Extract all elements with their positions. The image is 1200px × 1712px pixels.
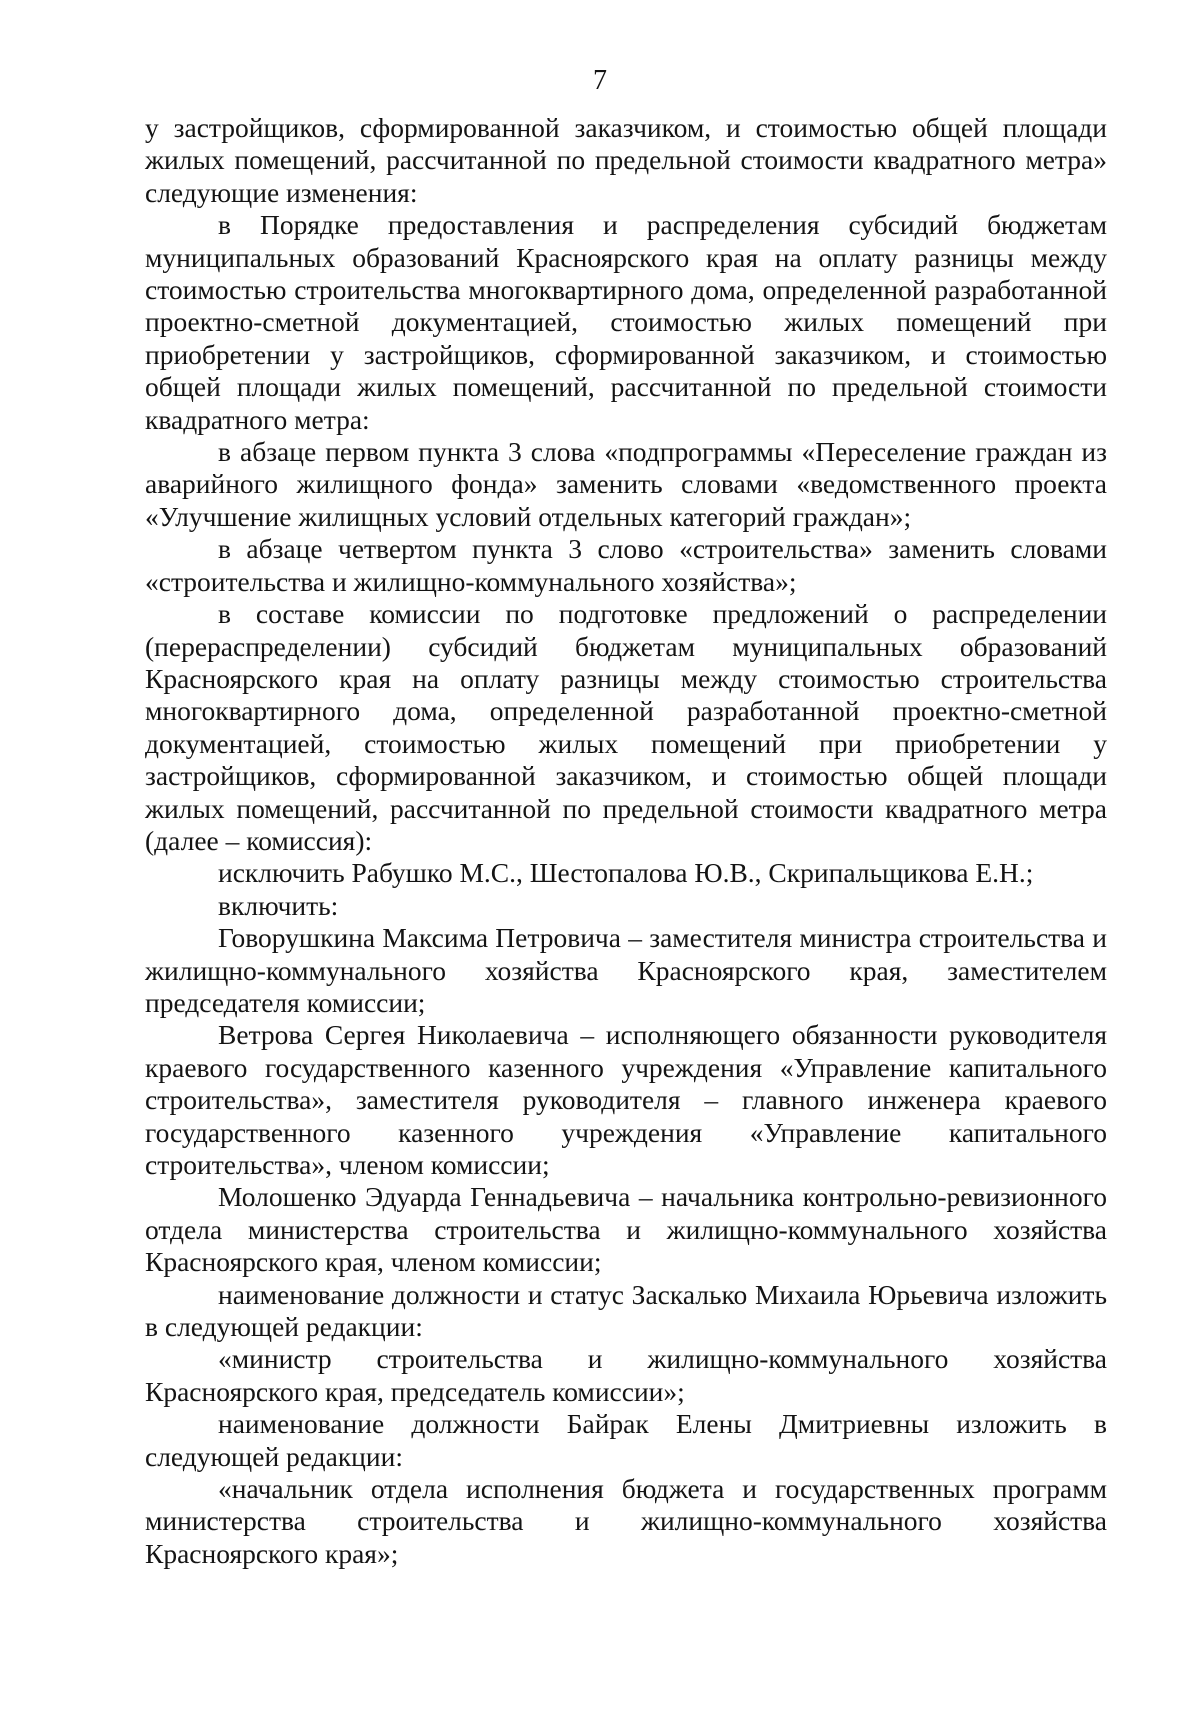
paragraph-point3-first: в абзаце первом пункта 3 слова «подпрограммы «Переселение граждан из аварийного жилищного фонда» заменить словами «ведомственного проекта «Улучшение жилищных условий отдельных категорий граждан»;: [145, 436, 1107, 532]
paragraph-bayrak-position: наименование должности Байрак Елены Дмитриевны изложить в следующей редакции:: [145, 1408, 1107, 1472]
paragraph-member-moloshenko: Молошенко Эдуарда Геннадьевича – начальника контрольно-ревизионного отдела министерства строительства и жилищно-коммунального хозяйства Красноярского края, членом комиссии;: [145, 1181, 1107, 1278]
paragraph-bayrak-new-text: «начальник отдела исполнения бюджета и государственных программ министерства строительства и жилищно-коммунального хозяйства Красноярского края»;: [145, 1473, 1107, 1569]
paragraph-procedure-changes: в Порядке предоставления и распределения субсидий бюджетам муниципальных образований Красноярского края на оплату разницы между стоимостью строительства многоквартирного дома, определенной разработанной проектно-сметной документацией, стоимостью жилых помещений при приобретении у застройщиков, сформированной заказчиком, и стоимостью общей площади жилых помещений, рассчитанной по предельной стоимости квадратного метра:: [145, 209, 1107, 435]
paragraph-include-heading: включить:: [218, 889, 339, 921]
paragraph-continuation: у застройщиков, сформированной заказчиком, и стоимостью общей площади жилых помещений, рассчитанной по предельной стоимости квадратного метра» следующие изменения:: [145, 112, 1107, 208]
paragraph-commission-composition: в составе комиссии по подготовке предложений о распределении (перераспределении) субсидий бюджетам муниципальных образований Красноярского края на оплату разницы между стоимостью строительства многоквартирного дома, определенной разработанной проектно-сметной документацией, стоимостью жилых помещений при приобретении у застройщиков, сформированной заказчиком, и стоимостью общей площади жилых помещений, рассчитанной по предельной стоимости квадратного метра (далее – комиссия):: [145, 598, 1107, 856]
paragraph-member-vetrov: Ветрова Сергея Николаевича – исполняющего обязанности руководителя краевого государственного казенного учреждения «Управление капитального строительства», заместителя руководителя – главного инженера краевого государственного казенного учреждения «Управление капитального строительства», членом комиссии;: [145, 1019, 1107, 1180]
paragraph-exclude-members: исключить Рабушко М.С., Шестопалова Ю.В., Скрипальщикова Е.Н.;: [218, 857, 1034, 889]
page-number: 7: [593, 65, 607, 96]
paragraph-zaskalko-new-text: «министр строительства и жилищно-коммунального хозяйства Красноярского края, председатель комиссии»;: [145, 1343, 1107, 1407]
paragraph-zaskalko-position: наименование должности и статус Заскалько Михаила Юрьевича изложить в следующей редакции:: [145, 1278, 1107, 1343]
paragraph-member-govorushkin: Говорушкина Максима Петровича – заместителя министра строительства и жилищно-коммунального хозяйства Красноярского края, заместителем председателя комиссии;: [145, 922, 1107, 1018]
paragraph-point3-fourth: в абзаце четвертом пункта 3 слово «строительства» заменить словами «строительства и жилищно-коммунального хозяйства»;: [145, 533, 1107, 597]
document-body: [145, 112, 1107, 1570]
